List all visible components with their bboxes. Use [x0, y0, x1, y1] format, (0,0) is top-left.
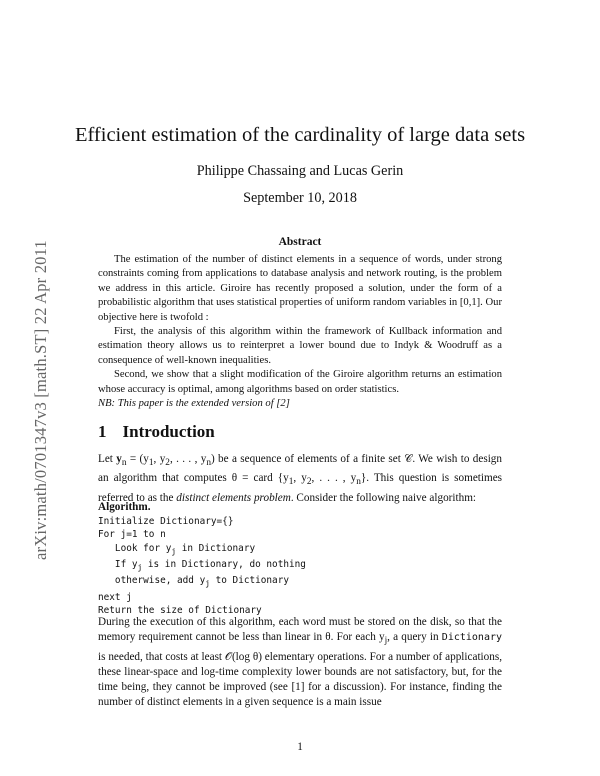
abstract-paragraph: The estimation of the number of distinct elements in a sequence of words, under strong constraints coming from applications to database analysis and network routing, is the problem we address in this article. Giroire has recently proposed a solution, under the form of a probabilistic algorithm that uses statistical properties of uniform random variables in [0,1]. Our objective here is twofold :: [98, 254, 502, 323]
abstract-note: NB: This paper is the extended version of [2]: [98, 398, 290, 410]
intro-paragraph: Let $y_n = (y_1$, $y_2$, . . . , $y_n$) be a sequence of elements of a finite set 𝒞. We wish to design an algorithm that computes θ = card {$y_1$, $y_2$, . . . , $y_n$}. This question is sometimes referred to as the distinct elements problem. Consider the following naive algorithm:: [98, 453, 503, 504]
abstract-heading: Abstract: [278, 236, 322, 248]
abstract-paragraph: First, the analysis of this algorithm within the framework of Kullback information and estimation theory allows us to reinterpret a lower bound due to Indyk & Woodruff as a consequence of well-known inequalities.: [98, 326, 502, 366]
section-number: 1: [98, 422, 107, 441]
abstract: [98, 253, 502, 411]
algorithm-heading: Algorithm.: [98, 501, 151, 513]
algorithm-code: Initialize Dictionary={} For j=1 to n Look for $y_j$ in Dictionary If $y_j$ is in Dictionary, do nothing otherwise, add $y_j$ to Dictionary next j Return the size of Dictionary: [98, 516, 306, 617]
section-heading: [98, 422, 215, 442]
section-title: Introduction: [122, 422, 215, 441]
paper-authors: Philippe Chassaing and Lucas Gerin: [196, 163, 404, 179]
paper-title: Efficient estimation of the cardinality of large data sets: [74, 124, 526, 146]
arxiv-stamp: [18, 160, 50, 560]
abstract-paragraph: Second, we show that a slight modification of the Giroire algorithm returns an estimation whose accuracy is optimal, among algorithms based on order statistics.: [98, 369, 502, 395]
body-paragraph: During the execution of this algorithm, each word must be stored on the disk, so that the memory requirement cannot be less than linear in θ. For each $y_j$, a query in Dictionary is needed, that costs at least 𝒪(log θ) elementary operations. For a number of applications, these linear-space and log-time complexity lower bounds are not satisfactory, but, for the time being, they cannot be improved (see [1] for a discussion). For instance, finding the number of distinct elements in a given sequence is a main issue: [98, 616, 503, 709]
page-number: 1: [297, 741, 303, 753]
paper-date: September 10, 2018: [243, 190, 357, 206]
arxiv-id: arXiv:math/0701347v3 [math.ST] 22 Apr 2011: [31, 240, 50, 560]
